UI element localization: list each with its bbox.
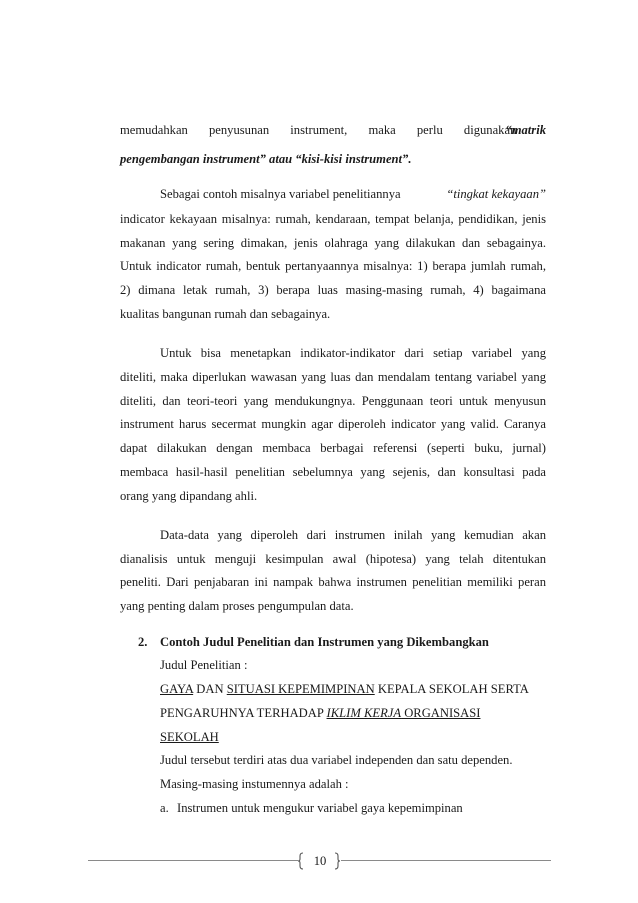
list-item-a-marker: a. bbox=[160, 801, 169, 815]
p4-line-2: dianalisis untuk menguji kesimpulan awal (hipotesa) yang telah ditentukan bbox=[120, 552, 546, 566]
p4-line-4: yang penting dalam proses pengumpulan data. bbox=[120, 599, 354, 613]
title-gaya: GAYA bbox=[160, 682, 194, 696]
title-line-1 bbox=[160, 681, 546, 697]
title-dan: DAN bbox=[193, 682, 227, 696]
title-line-3: SEKOLAH bbox=[160, 730, 219, 744]
title-pengaruhnya: PENGARUHNYA TERHADAP bbox=[160, 706, 327, 720]
judul-label: Judul Penelitian : bbox=[160, 658, 248, 672]
p2-line-1-emphasis: “tingkat kekayaan” bbox=[446, 187, 546, 201]
p2-line-6: kualitas bangunan rumah dan sebagainya. bbox=[120, 307, 331, 321]
p2-line-5: 2) dimana letak rumah, 3) berapa luas masing-masing rumah, 4) bagaimana bbox=[120, 283, 546, 297]
title-line-2 bbox=[160, 705, 546, 721]
p1-line-1 bbox=[120, 122, 546, 138]
title-iklim-kerja: IKLIM KERJA bbox=[326, 706, 402, 720]
p2-line-2: indicator kekayaan misalnya: rumah, kendaraan, tempat belanja, pendidikan, jenis bbox=[120, 212, 546, 226]
p4-line-1: Data-data yang diperoleh dari instrumen inilah yang kemudian akan bbox=[160, 528, 546, 542]
p3-line-3: diteliti, dan teori-teori yang mendukungnya. Penggunaan teori untuk menyusun bbox=[120, 394, 546, 408]
p2-line-3: makanan yang sering dimakan, jenis olahraga yang dilakukan dan sebagainya. bbox=[120, 236, 546, 250]
list-item-a-text: Instrumen untuk mengukur variabel gaya kepemimpinan bbox=[177, 801, 463, 815]
p3-line-1: Untuk bisa menetapkan indikator-indikator dari setiap variabel yang bbox=[160, 346, 546, 360]
p3-line-6: membaca hasil-hasil penelitian sebelumnya yang sejenis, dan konsultasi pada bbox=[120, 465, 546, 479]
section-number: 2. bbox=[138, 635, 148, 649]
footer-rule-right bbox=[341, 860, 551, 861]
p3-line-7: orang yang dipandang ahli. bbox=[120, 489, 258, 503]
description-line-1: Judul tersebut terdiri atas dua variabel independen dan satu dependen. bbox=[160, 753, 513, 767]
title-organisasi: ORGANISASI bbox=[401, 706, 481, 720]
p2-line-4: Untuk indicator rumah, bentuk pertanyaannya misalnya: 1) berapa jumlah rumah, bbox=[120, 259, 546, 273]
p3-line-2: diteliti, maka diperlukan wawasan yang luas dan mendalam tentang variabel yang bbox=[120, 370, 546, 384]
p1-line-1-emphasis: “matrik bbox=[505, 123, 546, 137]
title-situasi: SITUASI KEPEMIMPINAN bbox=[226, 682, 375, 696]
section-heading: Contoh Judul Penelitian dan Instrumen yang Dikembangkan bbox=[160, 635, 489, 649]
p4-line-3: peneliti. Dari penjabaran ini nampak bahwa instrumen penelitian memiliki peran bbox=[120, 575, 546, 589]
right-bracket-icon bbox=[334, 852, 340, 870]
list-item-a bbox=[160, 800, 546, 816]
page-number: 10 bbox=[313, 854, 327, 868]
footer-rule-left bbox=[88, 860, 298, 861]
p3-line-5: dapat dilakukan dengan membaca berbagai referensi (seperti buku, jurnal) bbox=[120, 441, 546, 455]
p2-line-1 bbox=[160, 186, 546, 202]
p3-line-4: instrument harus secermat mungkin agar diperoleh indicator yang valid. Caranya bbox=[120, 417, 546, 431]
title-rest: KEPALA SEKOLAH SERTA bbox=[374, 682, 529, 696]
left-bracket-icon bbox=[298, 852, 304, 870]
description-line-2: Masing-masing instumennya adalah : bbox=[160, 777, 349, 791]
p1-line-1-text: memudahkan penyusunan instrument, maka perlu digunakan bbox=[120, 123, 517, 137]
p2-line-1-text: Sebagai contoh misalnya variabel penelitiannya bbox=[160, 187, 401, 201]
p1-line-2: pengembangan instrument” atau “kisi-kisi instrument”. bbox=[120, 152, 412, 166]
